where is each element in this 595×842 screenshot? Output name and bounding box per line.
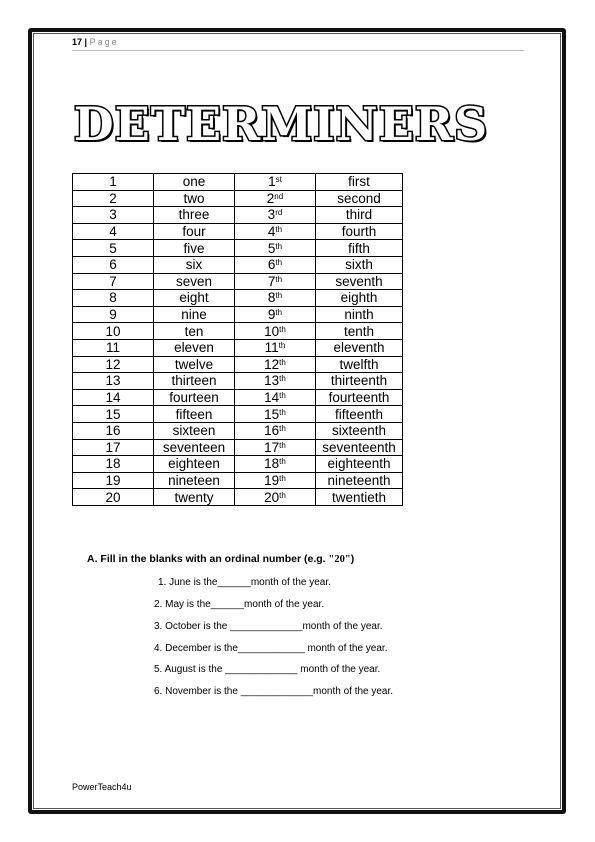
cardinal-number: 3 [73, 207, 154, 224]
ordinal-word: eighteenth [316, 456, 403, 473]
ordinal-suffix: th [279, 407, 286, 417]
ordinal-word: fifth [316, 240, 403, 257]
cardinal-word: four [154, 223, 235, 240]
page-title: DETERMINERS [73, 97, 489, 151]
cardinal-word: one [154, 174, 235, 191]
ordinal-word: nineteenth [316, 472, 403, 489]
ordinal-suffix: th [279, 440, 286, 450]
ordinal-word: third [316, 207, 403, 224]
cardinal-number: 14 [73, 389, 154, 406]
section-heading [87, 553, 354, 565]
ordinal-suffix: th [279, 424, 286, 434]
header-rule [72, 50, 524, 51]
cardinal-word: nineteen [154, 472, 235, 489]
cardinal-word: seventeen [154, 439, 235, 456]
cardinal-number: 1 [73, 174, 154, 191]
table-row [73, 207, 403, 224]
ordinal-suffix: rd [275, 208, 283, 218]
ordinal-number [235, 389, 316, 406]
cardinal-word: six [154, 256, 235, 273]
table-row [73, 190, 403, 207]
cardinal-word: fifteen [154, 406, 235, 423]
ordinal-number [235, 223, 316, 240]
ordinal-digits: 14 [264, 390, 280, 406]
ordinal-digits: 18 [264, 456, 280, 472]
exercise-item: 4. December is the____________ month of the year. [154, 643, 388, 654]
ordinal-digits: 15 [264, 406, 280, 422]
cardinal-word: twelve [154, 356, 235, 373]
ordinal-digits: 10 [264, 323, 280, 339]
ordinal-suffix: th [279, 457, 286, 467]
cardinal-number: 6 [73, 256, 154, 273]
cardinal-word: nine [154, 306, 235, 323]
ordinal-number [235, 174, 316, 191]
cardinal-number: 10 [73, 323, 154, 340]
page-header [72, 37, 119, 47]
ordinal-number [235, 373, 316, 390]
cardinal-word: eight [154, 290, 235, 307]
section-heading-close: ) [350, 553, 355, 565]
exercise-item: 6. November is the _____________month of the year. [154, 686, 394, 697]
ordinal-digits: 3 [267, 207, 276, 223]
ordinal-number [235, 256, 316, 273]
ordinal-suffix: th [278, 341, 286, 351]
ordinal-suffix: th [279, 490, 286, 500]
ordinal-number [235, 339, 316, 356]
ordinal-digits: 4 [267, 224, 276, 240]
ordinal-number [235, 439, 316, 456]
cardinal-number: 5 [73, 240, 154, 257]
ordinal-suffix: th [279, 391, 286, 401]
cardinal-word: fourteen [154, 389, 235, 406]
ordinal-word: tenth [316, 323, 403, 340]
ordinal-suffix: st [275, 175, 282, 185]
page-label: Page [89, 37, 119, 47]
ordinal-digits: 8 [267, 290, 276, 306]
ordinal-digits: 2 [266, 190, 275, 206]
ordinal-digits: 1 [268, 174, 276, 190]
ordinal-suffix: th [275, 225, 283, 235]
cardinal-word: three [154, 207, 235, 224]
table-row [73, 223, 403, 240]
ordinal-number [235, 190, 316, 207]
cardinal-number: 4 [73, 223, 154, 240]
ordinal-number [235, 290, 316, 307]
table-row [73, 422, 403, 439]
footer-brand: PowerTeach4u [72, 782, 132, 792]
ordinal-suffix: th [275, 308, 283, 318]
cardinal-number: 16 [73, 422, 154, 439]
ordinal-suffix: th [279, 374, 286, 384]
table-row [73, 290, 403, 307]
ordinal-word: twelfth [316, 356, 403, 373]
ordinal-word: fourth [316, 223, 403, 240]
ordinal-word: fourteenth [316, 389, 403, 406]
ordinal-number [235, 422, 316, 439]
table-row [73, 439, 403, 456]
table-row [73, 406, 403, 423]
section-example: "20" [328, 554, 351, 565]
exercise-item: 5. August is the _____________ month of the year. [154, 664, 381, 675]
exercise-item: 2. May is the______month of the year. [154, 599, 325, 610]
cardinal-number: 12 [73, 356, 154, 373]
cardinal-number: 7 [73, 273, 154, 290]
cardinal-word: thirteen [154, 373, 235, 390]
cardinal-number: 20 [73, 489, 154, 506]
ordinal-word: fifteenth [316, 406, 403, 423]
ordinal-suffix: th [279, 357, 286, 367]
cardinal-word: five [154, 240, 235, 257]
ordinal-word: sixth [316, 256, 403, 273]
cardinal-number: 18 [73, 456, 154, 473]
table-row [73, 273, 403, 290]
numbers-table [72, 173, 403, 506]
ordinal-word: second [316, 190, 403, 207]
ordinal-number [235, 356, 316, 373]
cardinal-word: eighteen [154, 456, 235, 473]
cardinal-word: seven [154, 273, 235, 290]
title-graphic [73, 96, 489, 152]
cardinal-word: twenty [154, 489, 235, 506]
ordinal-number [235, 306, 316, 323]
cardinal-number: 11 [73, 339, 154, 356]
ordinal-word: seventh [316, 273, 403, 290]
ordinal-suffix: th [279, 324, 286, 334]
exercise-item: 3. October is the _____________month of the year. [154, 621, 383, 632]
ordinal-number [235, 456, 316, 473]
ordinal-digits: 19 [264, 472, 280, 488]
ordinal-number [235, 406, 316, 423]
header-separator: | [84, 37, 88, 47]
ordinal-digits: 11 [264, 340, 279, 356]
cardinal-word: eleven [154, 339, 235, 356]
cardinal-number: 13 [73, 373, 154, 390]
table-row [73, 389, 403, 406]
ordinal-digits: 17 [264, 439, 280, 455]
ordinal-digits: 20 [264, 489, 280, 505]
table-row [73, 339, 403, 356]
ordinal-number [235, 207, 316, 224]
cardinal-number: 15 [73, 406, 154, 423]
ordinal-digits: 12 [264, 356, 280, 372]
table-row [73, 174, 403, 191]
ordinal-suffix: th [279, 473, 286, 483]
cardinal-word: two [154, 190, 235, 207]
table-row [73, 356, 403, 373]
ordinal-digits: 6 [267, 257, 276, 273]
table-row [73, 472, 403, 489]
table-row [73, 306, 403, 323]
table-row [73, 373, 403, 390]
ordinal-suffix: th [275, 258, 283, 268]
ordinal-suffix: th [275, 291, 283, 301]
ordinal-word: eleventh [316, 339, 403, 356]
ordinal-suffix: th [275, 241, 283, 251]
cardinal-number: 19 [73, 472, 154, 489]
ordinal-digits: 13 [264, 373, 280, 389]
ordinal-word: seventeenth [316, 439, 403, 456]
section-heading-text: A. Fill in the blanks with an ordinal number (e.g. [87, 553, 329, 565]
exercise-item: 1. June is the______month of the year. [158, 577, 331, 588]
ordinal-word: first [316, 174, 403, 191]
ordinal-number [235, 240, 316, 257]
ordinal-word: twentieth [316, 489, 403, 506]
cardinal-number: 9 [73, 306, 154, 323]
cardinal-word: ten [154, 323, 235, 340]
ordinal-number [235, 489, 316, 506]
ordinal-digits: 5 [267, 240, 276, 256]
ordinal-number [235, 472, 316, 489]
ordinal-number [235, 323, 316, 340]
ordinal-word: thirteenth [316, 373, 403, 390]
table-row [73, 489, 403, 506]
ordinal-word: sixteenth [316, 422, 403, 439]
ordinal-suffix: th [275, 274, 283, 284]
table-row [73, 256, 403, 273]
table-row [73, 240, 403, 257]
cardinal-word: sixteen [154, 422, 235, 439]
table-row [73, 323, 403, 340]
table-row [73, 456, 403, 473]
ordinal-word: ninth [316, 306, 403, 323]
ordinal-digits: 16 [264, 423, 280, 439]
ordinal-digits: 7 [267, 273, 276, 289]
cardinal-number: 2 [73, 190, 154, 207]
cardinal-number: 17 [73, 439, 154, 456]
cardinal-number: 8 [73, 290, 154, 307]
ordinal-digits: 9 [267, 307, 276, 323]
ordinal-word: eighth [316, 290, 403, 307]
ordinal-suffix: nd [274, 191, 284, 201]
page-number: 17 [72, 37, 83, 47]
ordinal-number [235, 273, 316, 290]
